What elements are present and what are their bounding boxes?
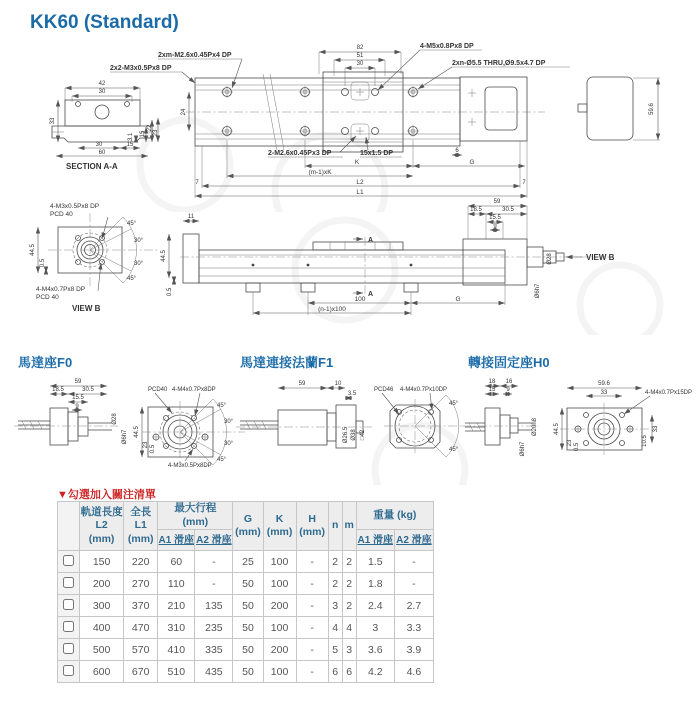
dim-label: 30 [356,61,364,67]
watermark [295,220,395,320]
dim-label: 3.1 [128,132,134,142]
spec-cell: 200 [263,595,296,617]
row-checkbox[interactable] [63,643,74,654]
dim-label: Ø6h7 [535,283,541,299]
thread-label: 4-M4x0.7Px10DP [400,387,448,393]
angle-label: 30° [134,261,144,267]
spec-cell: 50 [233,639,263,661]
table-row [58,639,434,661]
dim-label: 0.5 [150,444,156,454]
spec-cell: 1.8 [356,573,394,595]
spec-cell: 235 [195,617,233,639]
dim-label: 82 [356,45,364,51]
spec-cell: - [296,595,328,617]
thread-label: 4-M4x0.7Px15DP [645,390,693,396]
h0-drawing [462,379,692,456]
dim-label: 0.5 [40,258,46,268]
thread-label: 4-M4x0.7Px8 DP [36,286,86,293]
dim-label: 3.5 [347,391,357,397]
row-checkbox-cell [58,617,80,639]
spec-cell: - [296,661,328,683]
col-label: m [344,519,354,532]
angle-label: 45° [127,276,137,282]
dim-label: 33 [653,425,659,433]
table-row [58,573,434,595]
spec-cell: 100 [263,551,296,573]
dim-label: 0.5 [167,287,173,297]
spec-cell: - [296,639,328,661]
dim-label: 24 [181,108,187,116]
dim-label: L2 [356,179,364,186]
dim-label: 30.5 [82,387,94,393]
dim-label: L1 [356,189,364,196]
spec-cell: 3 [328,595,342,617]
col-label: 最大行程 [174,502,217,514]
spec-cell: 200 [263,639,296,661]
dim-label: 16 [505,379,513,385]
dim-label: 59 [74,379,82,385]
dim-label: 18.5 [52,387,64,393]
spec-cell: 110 [158,573,195,595]
spec-table [57,501,434,683]
spec-cell: 4 [328,617,342,639]
spec-cell: 3 [356,617,394,639]
dim-label: 100 [354,296,366,303]
col-unit: (mm) [127,532,154,545]
angle-label: 30° [134,238,144,244]
spec-cell: 25 [233,551,263,573]
dim-label: 30 [98,89,106,95]
dim-label: 33 [50,117,56,125]
col-rail-length [80,502,124,551]
row-checkbox[interactable] [63,577,74,588]
col-weight-a2: A2 滑座 [394,530,433,551]
dim-label: 22 [147,124,153,132]
spec-cell: 3.6 [356,639,394,661]
angle-label: 30° [224,441,234,447]
cut-label: A [368,291,374,298]
thread-label: 2xm-M2.6x0.45Px4 DP [158,52,232,59]
spec-cell: 100 [263,661,296,683]
col-n [328,502,342,551]
col-label: 全長L1 [130,505,152,532]
spec-cell: 310 [158,617,195,639]
thread-label: 4-M5x0.8Px8 DP [420,43,474,50]
dim-label: (n-1)x100 [318,306,346,313]
col-unit: (mm) [266,526,293,539]
col-g [233,502,263,551]
row-checkbox-cell [58,551,80,573]
spec-cell: 5 [328,639,342,661]
spec-cell: 4 [342,617,356,639]
dim-label: 7 [195,180,199,186]
spec-cell: 3 [342,639,356,661]
dim-label: 30.5 [502,207,514,213]
spec-cell: 300 [80,595,124,617]
dim-label: G [469,159,475,166]
col-h [296,502,328,551]
spec-cell: 500 [80,639,124,661]
pcd-label: PCD40 [148,387,168,393]
spec-cell: 2 [328,573,342,595]
section-heading-f1: 馬達連接法蘭F1 [240,355,334,370]
angle-label: 45° [449,401,459,407]
table-row [58,551,434,573]
dim-label: 9 [493,224,497,230]
spec-cell: 400 [80,617,124,639]
spec-cell: 6 [328,661,342,683]
spec-cell: 4.2 [356,661,394,683]
mount-drawings [0,375,700,485]
dim-label: 59.6 [598,381,610,387]
dim-label: 9 [75,404,79,410]
col-label: 軌道長度L2 [80,505,123,532]
dim-label: Ø28 [112,413,118,425]
spec-cell: - [195,573,233,595]
dim-label: 59.6 [649,103,655,115]
spec-cell: 1.5 [356,551,394,573]
spec-cell: - [195,551,233,573]
spec-cell: 3.9 [394,639,433,661]
watchlist-note: ▼勾選加入關注清單 [57,489,156,501]
dim-label: 23 [567,439,573,447]
thread-label: 2x2-M3x0.5Px8 DP [110,65,172,72]
f1-drawing [236,381,462,457]
section-aa-label: SECTION A-A [66,162,118,171]
col-label: n [331,519,339,532]
dim-label: 15.5 [72,395,84,401]
dim-label: 23 [153,129,159,137]
spec-table-body [58,551,434,683]
dim-label: Ø26.5 [343,426,349,444]
dim-label: 0.5 [574,442,580,452]
dim-label: 18 [488,379,496,385]
dim-label: 11 [187,214,195,220]
spec-cell: 100 [263,617,296,639]
dim-label: 51 [356,53,364,59]
thread-label: 4-M3x0.5Px8DP [168,463,212,469]
col-weight [356,502,433,530]
spec-cell: 435 [195,661,233,683]
top-view-drawing [0,40,700,212]
spec-cell: 470 [124,617,158,639]
spec-cell: 6 [342,661,356,683]
dim-label: 30 [95,142,103,148]
dim-label: 33 [600,390,608,396]
dim-label: 44.5 [554,423,560,435]
row-checkbox-cell [58,573,80,595]
row-checkbox-cell [58,595,80,617]
dim-label: 15 [126,142,134,148]
cut-label: A [368,237,374,244]
spec-cell: 2.4 [356,595,394,617]
table-row [58,595,434,617]
section-heading-f0: 馬達座F0 [18,355,73,370]
col-label: H [308,512,316,525]
dim-label: 42 [98,81,106,87]
thread-label: 15x1.5 DP [360,150,394,157]
dim-label: 6 [455,148,459,154]
checkbox-column-header [58,502,80,551]
spec-cell: 100 [263,573,296,595]
row-checkbox[interactable] [63,555,74,566]
spec-cell: 510 [158,661,195,683]
col-unit: (mm) [299,526,325,539]
spec-cell: 2 [342,595,356,617]
dim-label: 15 [140,130,146,138]
dim-label: 9 [506,387,510,393]
row-checkbox-cell [58,639,80,661]
dim-label: 7 [522,180,526,186]
side-view-drawing [0,195,700,335]
angle-label: 45° [217,403,227,409]
row-checkbox[interactable] [63,665,74,676]
row-checkbox[interactable] [63,599,74,610]
spec-cell: 200 [80,573,124,595]
spec-cell: 210 [158,595,195,617]
dim-label: K [354,159,360,166]
spec-cell: 600 [80,661,124,683]
dim-label: 44.5 [134,426,140,438]
angle-label: 45° [449,447,459,453]
dim-label: 15 [488,387,496,393]
section-heading-h0: 轉接固定座H0 [468,355,550,370]
thread-label: 2-M2.6x0.45Px3 DP [268,150,332,157]
row-checkbox-cell [58,661,80,683]
f0-drawing [14,379,245,469]
col-stroke-a2: A2 滑座 [195,530,233,551]
spec-cell: 50 [233,595,263,617]
pcd-label: PCD 40 [50,211,73,218]
view-b-label: VIEW B [72,304,101,313]
spec-cell: 135 [195,595,233,617]
col-total-length [124,502,158,551]
dim-label: Ø20h8 [532,417,538,437]
col-label: K [275,512,284,525]
dim-label: 59 [298,381,306,387]
dim-label: 15.5 [489,215,501,221]
angle-label: 45° [217,457,227,463]
col-label: G [243,512,253,525]
spec-table-header [58,502,434,551]
pcd-label: PCD 40 [36,294,59,301]
angle-label: 45° [127,221,137,227]
row-checkbox[interactable] [63,621,74,632]
dim-label: 59 [493,199,501,205]
col-stroke-a1: A1 滑座 [158,530,195,551]
dim-label: 10 [334,381,342,387]
thread-label: 2xn-Ø5.5 THRU,Ø9.5x4.7 DP [452,60,546,67]
spec-cell: - [296,573,328,595]
pcd-label: PCD46 [374,387,394,393]
angle-label: 30° [224,419,234,425]
col-unit: (mm) [88,532,115,545]
col-label: 重量 (kg) [373,508,417,521]
dim-label: G [455,296,461,303]
spec-cell: 270 [124,573,158,595]
col-unit: (mm) [182,515,209,528]
dim-label: 18.5 [470,207,482,213]
dim-label: 10.5 [642,435,648,447]
col-m [342,502,356,551]
spec-cell: 2 [342,573,356,595]
spec-cell: 50 [233,573,263,595]
col-weight-a1: A1 滑座 [356,530,394,551]
spec-cell: 50 [233,661,263,683]
watermark [375,425,465,485]
dim-label: Ø6h7 [520,441,526,457]
spec-cell: 3.3 [394,617,433,639]
view-b-flange [30,203,160,313]
view-b-label: VIEW B [586,253,615,262]
dim-label: Ø38 [351,429,357,441]
spec-cell: - [394,551,433,573]
col-unit: (mm) [235,526,261,539]
spec-cell: 60 [158,551,195,573]
thread-label: 4-M4x0.7Px8DP [172,387,216,393]
spec-cell: 670 [124,661,158,683]
dim-label: Ø6h7 [122,429,128,445]
spec-cell: 410 [158,639,195,661]
dim-label: 60 [98,150,106,156]
dim-label: □42 [360,429,366,441]
col-k [263,502,296,551]
spec-cell: 570 [124,639,158,661]
spec-cell: 370 [124,595,158,617]
spec-cell: 220 [124,551,158,573]
col-max-stroke [158,502,233,530]
page-title: KK60 (Standard) [30,12,179,33]
dim-label: (m-1)xK [308,169,332,176]
spec-cell: 335 [195,639,233,661]
spec-cell: 2 [342,551,356,573]
dim-label: Ø28 [547,253,553,265]
spec-cell: 50 [233,617,263,639]
thread-label: 4-M3x0.5Px8 DP [50,203,100,210]
spec-cell: - [394,573,433,595]
table-row [58,617,434,639]
spec-cell: 4.6 [394,661,433,683]
table-row [58,661,434,683]
dim-label: 44.5 [30,244,36,256]
dim-label: 44.5 [161,250,167,262]
spec-cell: 2 [328,551,342,573]
spec-cell: - [296,617,328,639]
spec-cell: - [296,551,328,573]
spec-cell: 150 [80,551,124,573]
watermark [580,265,660,335]
dim-label: 23 [143,441,149,449]
spec-cell: 2.7 [394,595,433,617]
